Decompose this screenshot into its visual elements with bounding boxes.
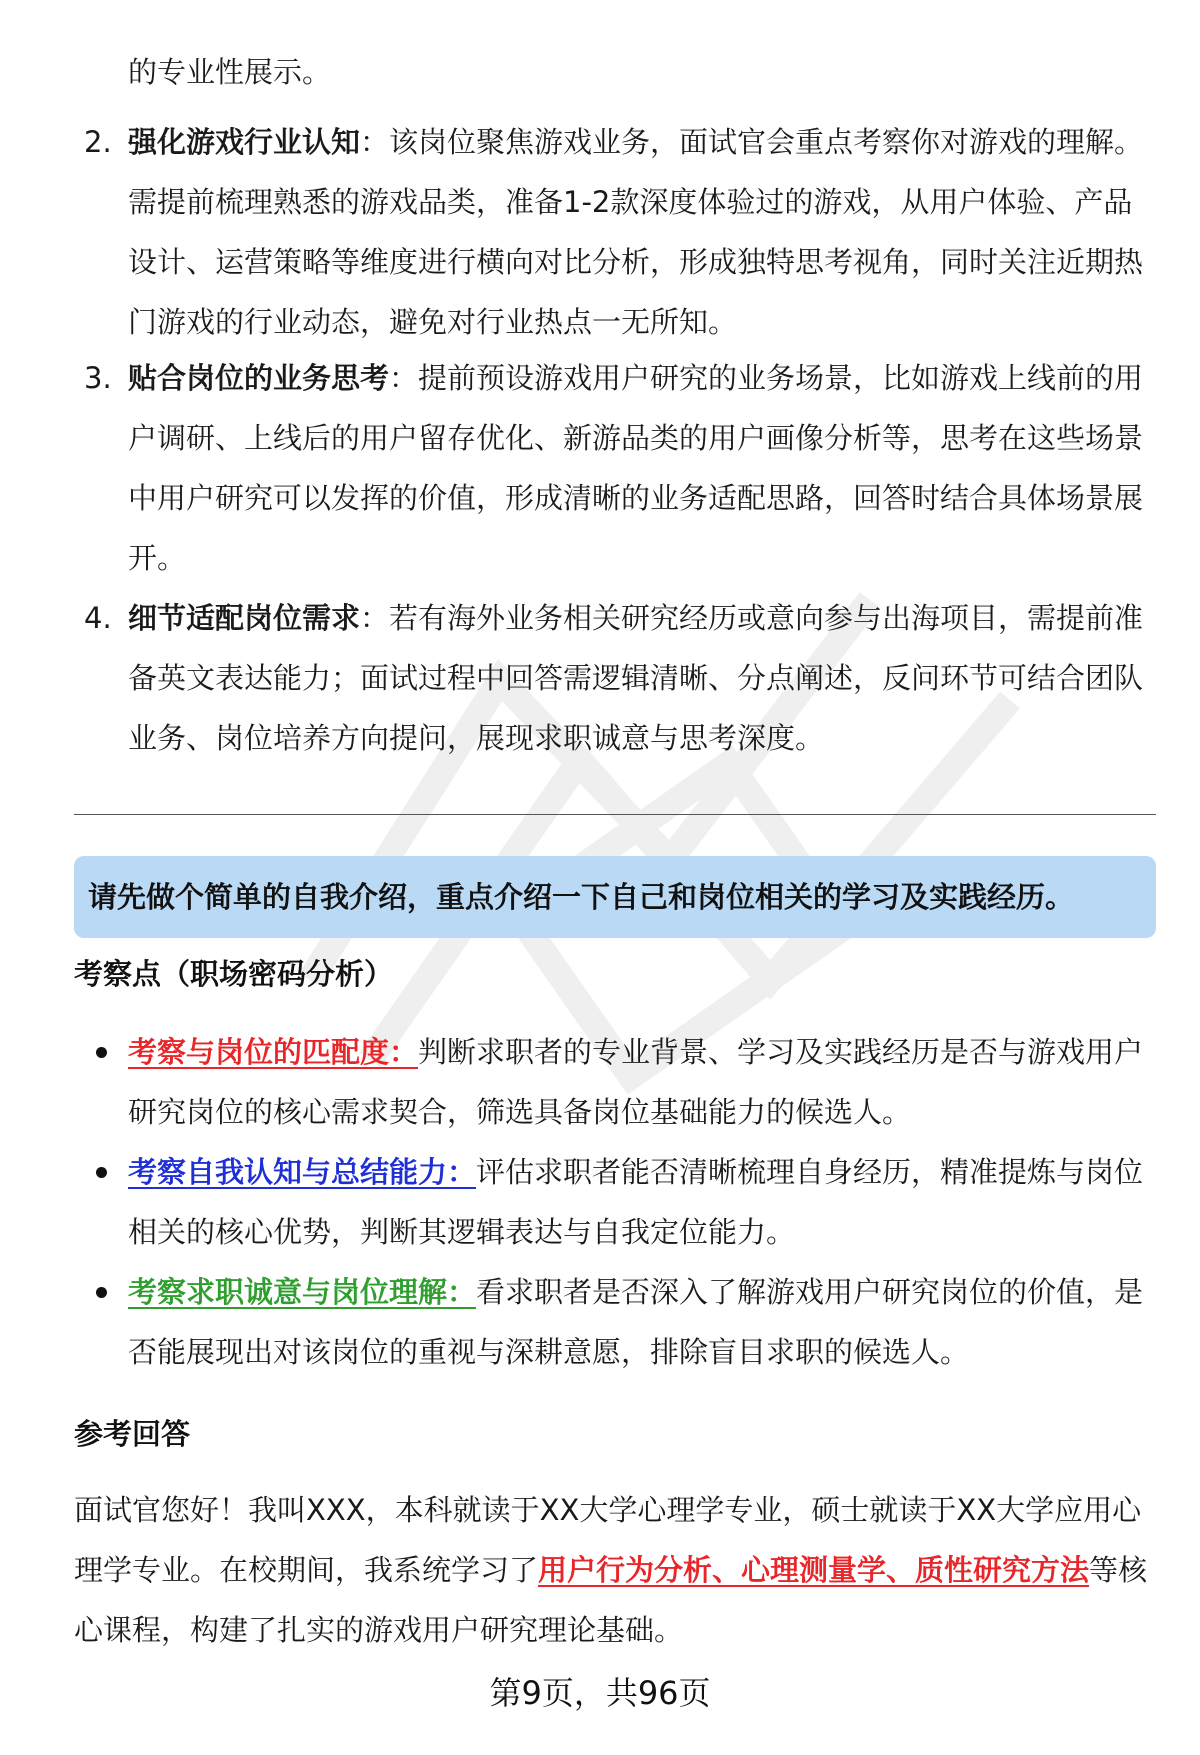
continuation-text: 的专业性展示。 — [128, 55, 332, 89]
assessment-text: 看求职者是否深入了解游戏用户研究岗位的价值，是否能展现出对该岗位的重视与深耕意愿，排除盲目求职的候选人。 — [128, 1275, 1144, 1369]
tip-text: ：该岗位聚焦游戏业务，面试官会重点考察你对游戏的理解。需提前梳理熟悉的游戏品类，准备1-2款深度体验过的游戏，从用户体验、产品设计、运营策略等维度进行横向对比分析，形成独特思考视角，同时关注近期热门游戏的行业动态，避免对行业热点一无所知。 — [128, 125, 1144, 339]
tip-number: 4. — [84, 601, 112, 635]
assessment-point — [96, 1262, 1148, 1382]
answer-highlight: 用户行为分析、心理测量学、质性研究方法 — [538, 1553, 1090, 1587]
assessment-point — [96, 1022, 1148, 1142]
bullet-dot-icon — [96, 1167, 107, 1178]
tip-number: 3. — [84, 361, 112, 395]
page-number: 第9页，共96页 — [489, 1674, 711, 1712]
tip-number: 2. — [84, 125, 112, 159]
section-divider — [74, 814, 1156, 815]
tip-title: 贴合岗位的业务思考 — [128, 361, 390, 395]
assessment-text: 评估求职者能否清晰梳理自身经历，精准提炼与岗位相关的核心优势，判断其逻辑表达与自我定位能力。 — [128, 1155, 1144, 1249]
answer-title: 参考回答 — [74, 1417, 191, 1451]
reference-answer — [74, 1480, 1154, 1660]
tip-text: ：提前预设游戏用户研究的业务场景，比如游戏上线前的用户调研、上线后的用户留存优化、新游品类的用户画像分析等，思考在这些场景中用户研究可以发挥的价值，形成清晰的业务适配思路，回答时结合具体场景展开。 — [128, 361, 1144, 575]
assessment-label: 考察求职诚意与岗位理解： — [128, 1275, 477, 1309]
interview-question: 请先做个简单的自我介绍，重点介绍一下自己和岗位相关的学习及实践经历。 — [74, 856, 1156, 938]
assessment-label: 考察与岗位的匹配度： — [128, 1035, 419, 1069]
assessment-point — [96, 1142, 1148, 1262]
tip-text: ：若有海外业务相关研究经历或意向参与出海项目，需提前准备英文表达能力；面试过程中回答需逻辑清晰、分点阐述，反问环节可结合团队业务、岗位培养方向提问，展现求职诚意与思考深度。 — [128, 601, 1144, 755]
tip-item — [84, 348, 1148, 588]
assessment-title: 考察点（职场密码分析） — [74, 957, 394, 991]
tip-item — [84, 112, 1148, 352]
assessment-text: 判断求职者的专业背景、学习及实践经历是否与游戏用户研究岗位的核心需求契合，筛选具备岗位基础能力的候选人。 — [128, 1035, 1144, 1129]
assessment-label: 考察自我认知与总结能力： — [128, 1155, 477, 1189]
tip-item — [84, 588, 1148, 768]
tip-title: 强化游戏行业认知 — [128, 125, 361, 159]
bullet-dot-icon — [96, 1287, 107, 1298]
bullet-dot-icon — [96, 1047, 107, 1058]
answer-text-after: 等核心课程，构建了扎实的游戏用户研究理论基础。 — [74, 1553, 1148, 1647]
tip-title: 细节适配岗位需求 — [128, 601, 361, 635]
answer-text-before: 面试官您好！我叫XXX，本科就读于XX大学心理学专业，硕士就读于XX大学应用心理学专业。在校期间，我系统学习了 — [74, 1493, 1142, 1587]
